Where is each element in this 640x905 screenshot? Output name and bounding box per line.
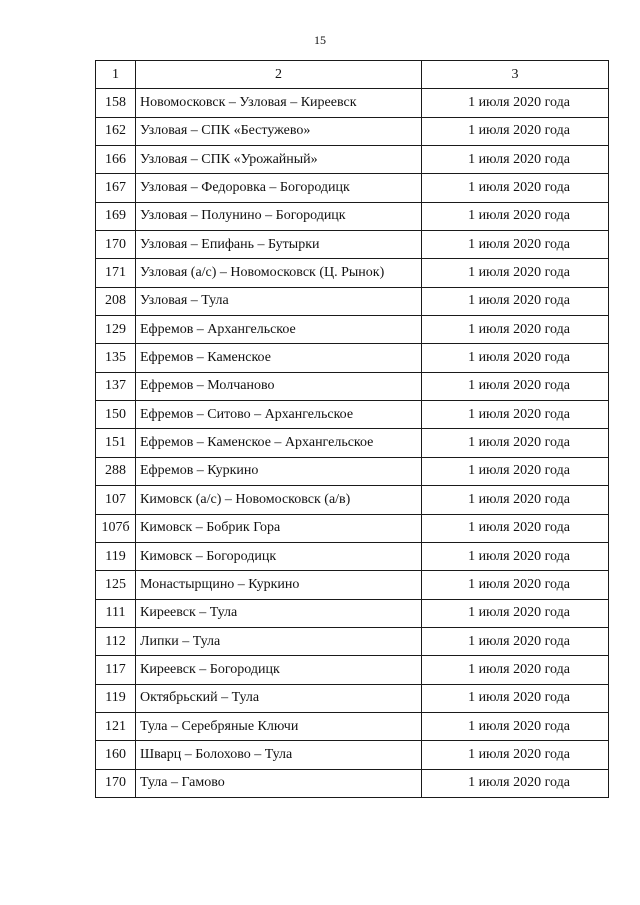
route-number-cell: 166 (96, 146, 136, 174)
route-number-cell: 112 (96, 627, 136, 655)
table-row (96, 542, 609, 570)
table-row (96, 117, 609, 145)
route-number-cell: 158 (96, 89, 136, 117)
table-row (96, 769, 609, 797)
route-number-cell: 208 (96, 287, 136, 315)
route-name-cell: Октябрьский – Тула (136, 684, 422, 712)
start-date-cell: 1 июля 2020 года (422, 146, 609, 174)
table-row (96, 712, 609, 740)
route-number-cell: 151 (96, 429, 136, 457)
table-row (96, 656, 609, 684)
route-number-cell: 167 (96, 174, 136, 202)
route-number-cell: 162 (96, 117, 136, 145)
route-number-cell: 117 (96, 656, 136, 684)
route-name-cell: Ефремов – Архангельское (136, 316, 422, 344)
start-date-cell: 1 июля 2020 года (422, 571, 609, 599)
route-name-cell: Кимовск (а/с) – Новомосковск (а/в) (136, 486, 422, 514)
route-name-cell: Узловая – Тула (136, 287, 422, 315)
route-number-cell: 169 (96, 202, 136, 230)
route-name-cell: Ефремов – Каменское (136, 344, 422, 372)
table-row (96, 89, 609, 117)
start-date-cell: 1 июля 2020 года (422, 401, 609, 429)
start-date-cell: 1 июля 2020 года (422, 259, 609, 287)
table-row (96, 684, 609, 712)
table-row (96, 174, 609, 202)
start-date-cell: 1 июля 2020 года (422, 429, 609, 457)
route-name-cell: Киреевск – Тула (136, 599, 422, 627)
route-name-cell: Ефремов – Молчаново (136, 372, 422, 400)
start-date-cell: 1 июля 2020 года (422, 514, 609, 542)
start-date-cell: 1 июля 2020 года (422, 684, 609, 712)
route-name-cell: Шварц – Болохово – Тула (136, 741, 422, 769)
route-name-cell: Монастырщино – Куркино (136, 571, 422, 599)
start-date-cell: 1 июля 2020 года (422, 486, 609, 514)
table-row (96, 599, 609, 627)
routes-table (95, 60, 609, 798)
start-date-cell: 1 июля 2020 года (422, 769, 609, 797)
route-number-cell: 119 (96, 684, 136, 712)
route-number-cell: 160 (96, 741, 136, 769)
route-number-cell: 121 (96, 712, 136, 740)
table-row (96, 287, 609, 315)
route-number-cell: 137 (96, 372, 136, 400)
start-date-cell: 1 июля 2020 года (422, 372, 609, 400)
table-row (96, 344, 609, 372)
route-name-cell: Киреевск – Богородицк (136, 656, 422, 684)
route-name-cell: Ефремов – Каменское – Архангельское (136, 429, 422, 457)
route-name-cell: Тула – Гамово (136, 769, 422, 797)
route-number-cell: 170 (96, 231, 136, 259)
start-date-cell: 1 июля 2020 года (422, 542, 609, 570)
start-date-cell: 1 июля 2020 года (422, 316, 609, 344)
start-date-cell: 1 июля 2020 года (422, 117, 609, 145)
route-name-cell: Кимовск – Бобрик Гора (136, 514, 422, 542)
route-number-cell: 171 (96, 259, 136, 287)
start-date-cell: 1 июля 2020 года (422, 287, 609, 315)
route-number-cell: 150 (96, 401, 136, 429)
route-number-cell: 288 (96, 457, 136, 485)
route-name-cell: Ефремов – Ситово – Архангельское (136, 401, 422, 429)
route-name-cell: Кимовск – Богородицк (136, 542, 422, 570)
route-number-cell: 129 (96, 316, 136, 344)
table-row (96, 486, 609, 514)
start-date-cell: 1 июля 2020 года (422, 599, 609, 627)
route-number-cell: 125 (96, 571, 136, 599)
route-name-cell: Липки – Тула (136, 627, 422, 655)
route-name-cell: Узловая – Федоровка – Богородицк (136, 174, 422, 202)
start-date-cell: 1 июля 2020 года (422, 231, 609, 259)
start-date-cell: 1 июля 2020 года (422, 457, 609, 485)
start-date-cell: 1 июля 2020 года (422, 656, 609, 684)
start-date-cell: 1 июля 2020 года (422, 344, 609, 372)
table-row (96, 457, 609, 485)
table-row (96, 259, 609, 287)
route-number-cell: 107б (96, 514, 136, 542)
route-name-cell: Узловая – Епифань – Бутырки (136, 231, 422, 259)
table-row (96, 316, 609, 344)
route-name-cell: Новомосковск – Узловая – Киреевск (136, 89, 422, 117)
start-date-cell: 1 июля 2020 года (422, 627, 609, 655)
route-name-cell: Узловая – Полунино – Богородицк (136, 202, 422, 230)
table-row (96, 231, 609, 259)
table-row (96, 146, 609, 174)
route-number-cell: 107 (96, 486, 136, 514)
table-row (96, 514, 609, 542)
route-number-cell: 119 (96, 542, 136, 570)
table-body (96, 89, 609, 798)
header-route: 2 (136, 61, 422, 89)
table-row (96, 202, 609, 230)
route-number-cell: 170 (96, 769, 136, 797)
start-date-cell: 1 июля 2020 года (422, 89, 609, 117)
route-name-cell: Тула – Серебряные Ключи (136, 712, 422, 740)
page-number: 15 (314, 33, 326, 47)
route-number-cell: 135 (96, 344, 136, 372)
route-name-cell: Узловая – СПК «Бестужево» (136, 117, 422, 145)
header-row (96, 61, 609, 89)
route-name-cell: Ефремов – Куркино (136, 457, 422, 485)
start-date-cell: 1 июля 2020 года (422, 712, 609, 740)
start-date-cell: 1 июля 2020 года (422, 741, 609, 769)
route-number-cell: 111 (96, 599, 136, 627)
table-header (96, 61, 609, 89)
table-row (96, 429, 609, 457)
start-date-cell: 1 июля 2020 года (422, 174, 609, 202)
table-row (96, 401, 609, 429)
route-name-cell: Узловая (а/с) – Новомосковск (Ц. Рынок) (136, 259, 422, 287)
table-row (96, 372, 609, 400)
table-row (96, 627, 609, 655)
route-name-cell: Узловая – СПК «Урожайный» (136, 146, 422, 174)
header-number: 1 (96, 61, 136, 89)
start-date-cell: 1 июля 2020 года (422, 202, 609, 230)
table-row (96, 571, 609, 599)
table-row (96, 741, 609, 769)
header-date: 3 (422, 61, 609, 89)
